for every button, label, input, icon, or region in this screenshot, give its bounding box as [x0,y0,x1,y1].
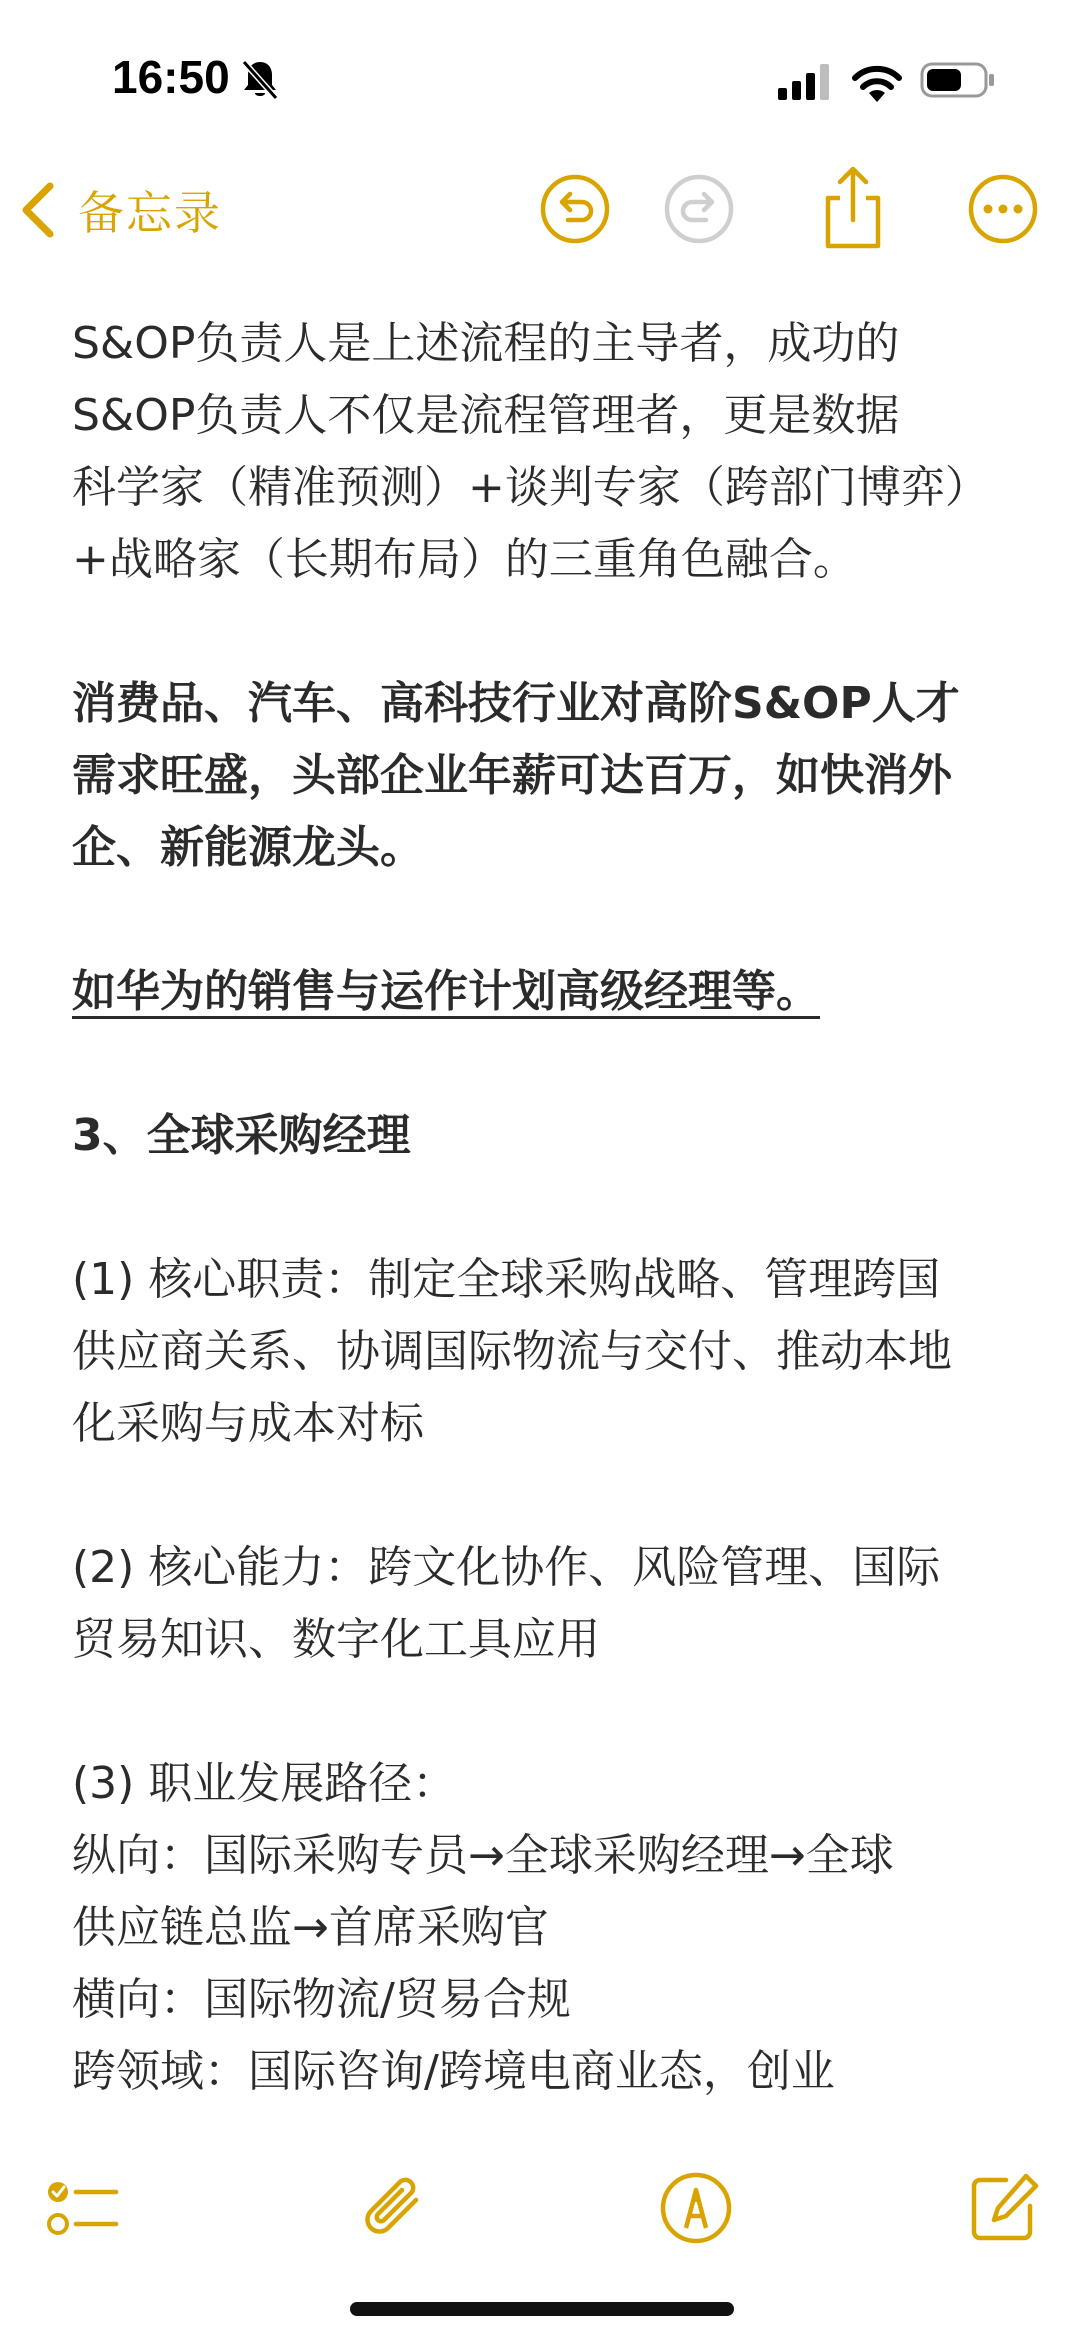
markup-icon[interactable] [658,2170,734,2246]
share-icon[interactable] [816,164,890,250]
paragraph-huawei-example: 如华为的销售与运作计划高级经理等。 [72,966,820,1017]
compose-icon[interactable] [966,2170,1042,2246]
chevron-left-icon [20,182,56,238]
navigation-bar [0,150,1080,270]
paragraph-core-abilities: (2) 核心能力：跨文化协作、风险管理、国际 贸易知识、数字化工具应用 [72,1542,941,1665]
checklist-icon[interactable] [44,2170,120,2246]
redo-icon[interactable] [662,172,736,246]
back-label: 备忘录 [78,186,222,240]
paragraph-core-duties: (1) 核心职责：制定全球采购战略、管理跨国 供应商关系、协调国际物流与交付、推动本地 化采购与成本对标 [72,1254,952,1449]
bell-slash-icon [240,58,280,102]
cellular-signal-icon [778,64,832,100]
note-body[interactable] [72,308,1022,2108]
back-button[interactable] [20,170,222,250]
battery-icon [920,60,996,100]
status-time: 16:50 [112,51,230,103]
paragraph-sop-demand: 消费品、汽车、高科技行业对高阶S&OP人才 需求旺盛，头部企业年薪可达百万，如快消外 企、新能源龙头。 [72,678,960,873]
home-indicator[interactable] [350,2302,734,2316]
paragraph-career-path: (3) 职业发展路径： 纵向：国际采购专员→全球采购经理→全球 供应链总监→首席采购官 横向：国际物流/贸易合规 跨领域：国际咨询/跨境电商业态，创业 [72,1758,894,2097]
undo-icon[interactable] [538,172,612,246]
section-heading-global-purchasing: 3、全球采购经理 [72,1110,411,1161]
bottom-toolbar [0,2150,1080,2270]
more-icon[interactable] [966,172,1040,246]
status-bar [0,0,1080,150]
wifi-icon [850,60,904,102]
attachment-icon[interactable] [356,2170,432,2246]
paragraph-sop-leader: S&OP负责人是上述流程的主导者，成功的 S&OP负责人不仅是流程管理者，更是数据 科学家（精准预测）+谈判专家（跨部门博弈） +战略家（长期布局）的三重角色融合。 [72,318,989,585]
